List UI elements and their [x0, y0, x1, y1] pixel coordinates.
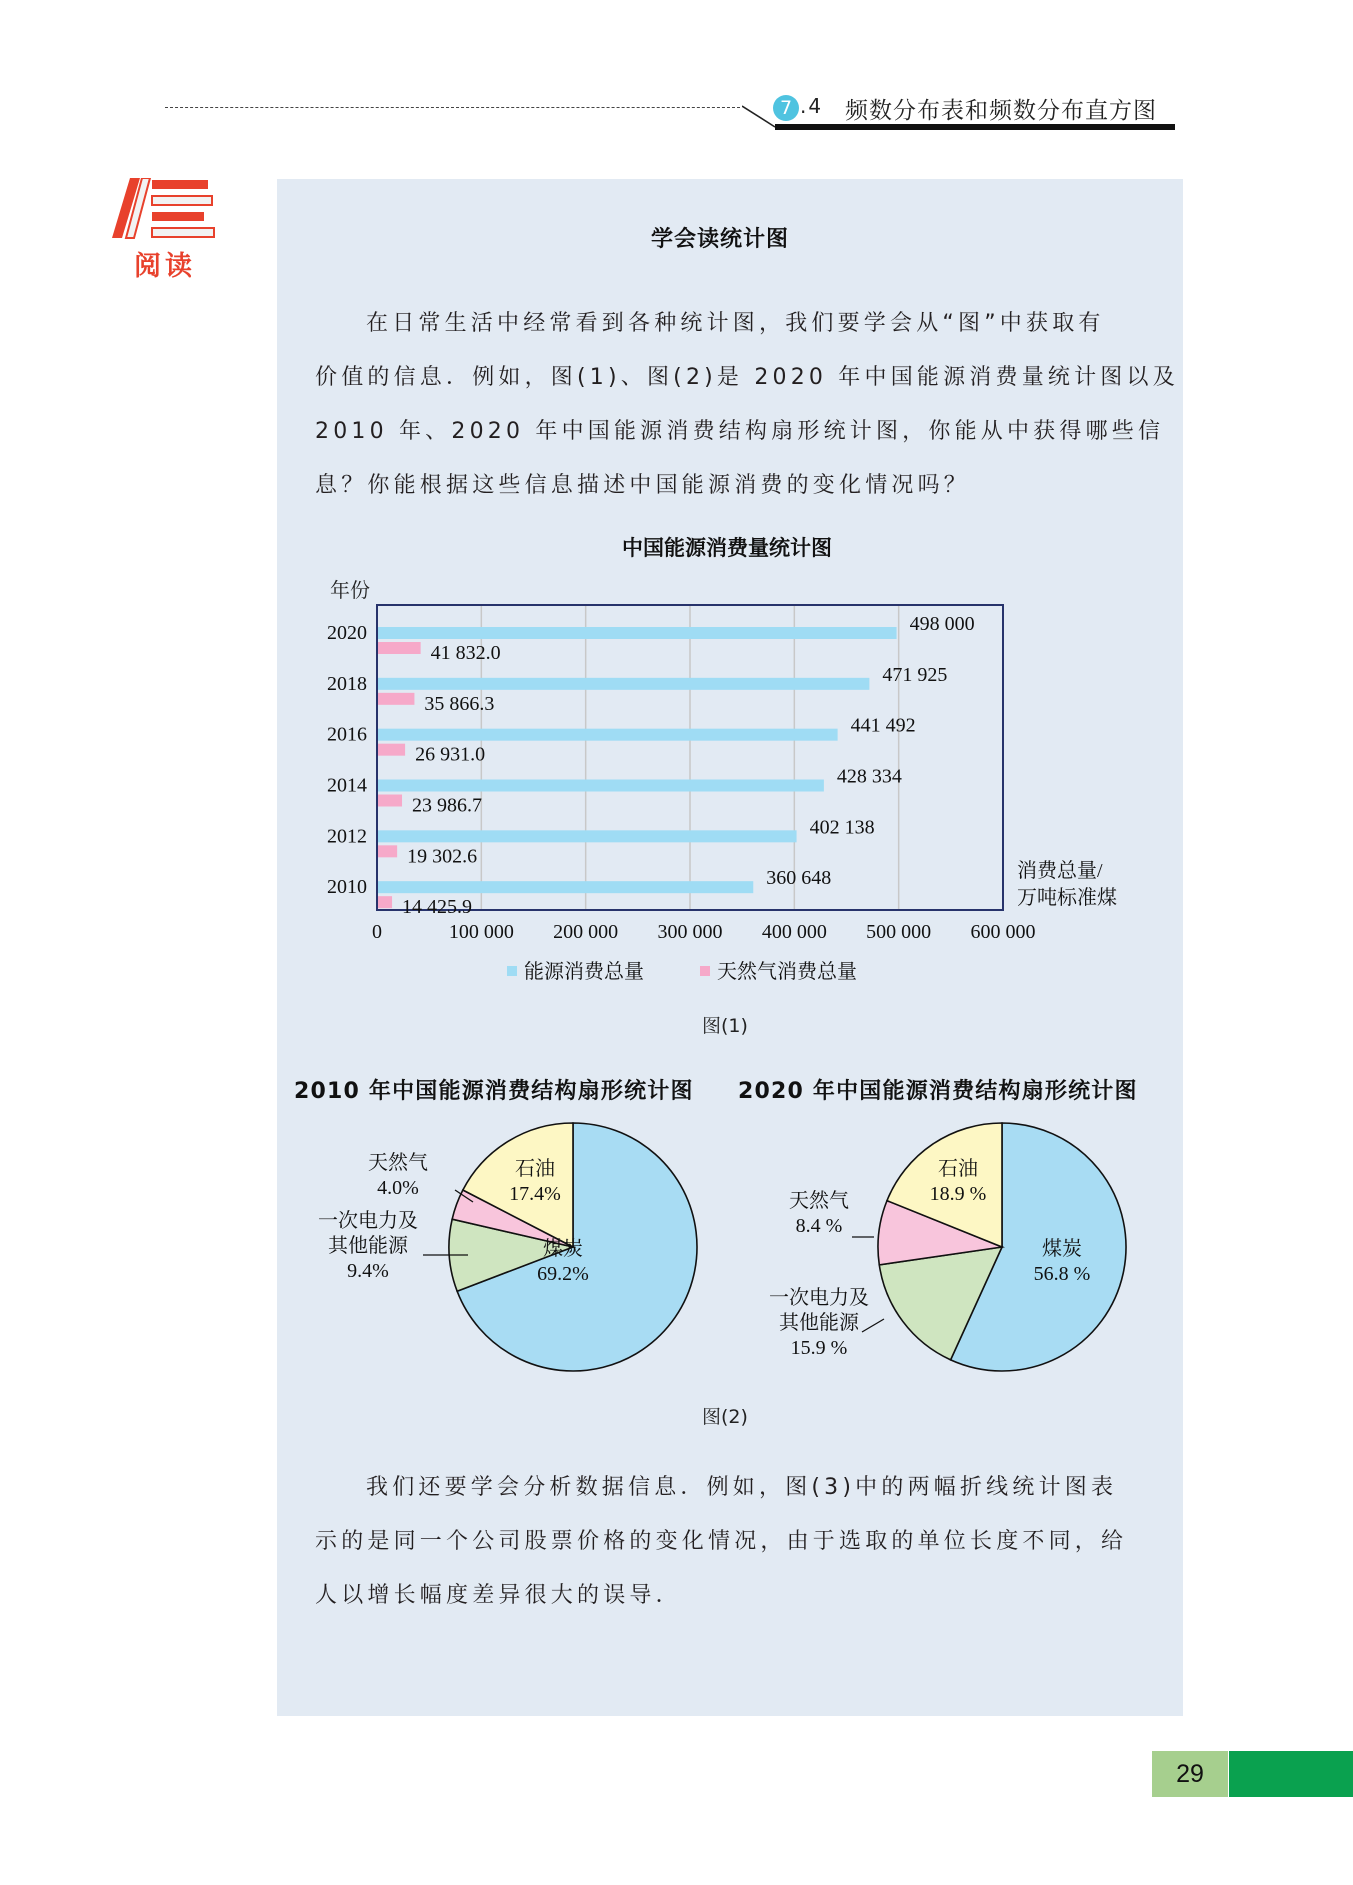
year-label: 2010 — [327, 876, 367, 899]
year-label: 2020 — [327, 622, 367, 644]
gas-value-label: 41 832.0 — [430, 642, 501, 664]
bar-gas — [378, 896, 392, 908]
gas-value-label: 35 866.3 — [424, 692, 495, 715]
x-tick-label: 300 000 — [657, 921, 723, 943]
bar-gas — [378, 845, 397, 857]
gas-value-label: 23 986.7 — [412, 794, 483, 817]
header-dashed-rule — [165, 107, 740, 108]
energy-value-label: 402 138 — [809, 816, 875, 839]
page-tab-green — [1229, 1751, 1353, 1797]
slice-percent-label: 17.4% — [509, 1183, 561, 1205]
slice-name-label: 天然气 — [368, 1152, 428, 1174]
bar-energy — [378, 881, 753, 893]
slice-name-label: 煤炭 — [1042, 1238, 1082, 1260]
slice-percent-label: 18.9 % — [929, 1183, 987, 1205]
slice-percent-label: 69.2% — [537, 1263, 589, 1285]
chapter-circle: 7 — [773, 95, 799, 121]
pie-2010-title: 2010 年中国能源消费结构扇形统计图 — [294, 1079, 694, 1104]
bar-energy — [378, 627, 897, 639]
header-slant-rule — [742, 104, 776, 128]
slice-percent-label: 8.4 % — [795, 1215, 843, 1237]
x-tick-label: 100 000 — [448, 921, 514, 943]
slice-name-label: 石油 — [938, 1158, 978, 1180]
paragraph1-line3: 2010 年、2020 年中国能源消费结构扇形统计图，你能从中获得哪些信 — [315, 419, 1165, 444]
leader-line — [862, 1319, 884, 1332]
paragraph1-line4: 息？你能根据这些信息描述中国能源消费的变化情况吗？ — [315, 473, 971, 498]
y-axis-label: 年份 — [330, 578, 370, 602]
slice-name-label: 天然气 — [789, 1190, 849, 1212]
slice-percent-label: 15.9 % — [790, 1337, 848, 1359]
year-label: 2018 — [327, 672, 367, 695]
legend-label-energy: 能源消费总量 — [524, 961, 644, 983]
energy-value-label: 441 492 — [850, 714, 916, 737]
slice-name-label: 煤炭 — [543, 1238, 583, 1260]
figure2-caption: 图(2) — [702, 1406, 748, 1428]
chapter-title: 频数分布表和频数分布直方图 — [845, 98, 1157, 124]
bar-energy — [378, 729, 838, 741]
page-number: 29 — [1176, 1760, 1204, 1788]
x-tick-label: 0 — [372, 921, 382, 943]
slice-name-label: 一次电力及 — [769, 1287, 869, 1309]
slice-name-label: 石油 — [515, 1158, 555, 1180]
slice-name-label: 其他能源 — [328, 1235, 408, 1257]
bar-energy — [378, 780, 824, 792]
x-axis-label-line2: 万吨标准煤 — [1017, 887, 1117, 909]
chapter-number: .4 — [800, 94, 824, 118]
bar-energy — [378, 830, 797, 842]
x-tick-label: 200 000 — [553, 921, 619, 943]
legend-swatch-energy — [507, 966, 517, 976]
bar-gas — [378, 693, 414, 705]
slice-percent-label: 4.0% — [377, 1177, 419, 1199]
bar-energy — [378, 678, 869, 690]
x-tick-label: 600 000 — [970, 921, 1036, 943]
slice-percent-label: 9.4% — [347, 1260, 389, 1282]
paragraph2-line1: 我们还要学会分析数据信息．例如，图(3)中的两幅折线统计图表 — [366, 1475, 1118, 1500]
section-title: 学会读统计图 — [651, 227, 790, 252]
legend-label-gas: 天然气消费总量 — [717, 961, 857, 983]
paragraph2-line3: 人以增长幅度差异很大的误导． — [315, 1583, 682, 1608]
paragraph2-line2: 示的是同一个公司股票价格的变化情况，由于选取的单位长度不同，给 — [315, 1529, 1128, 1554]
reading-label: 阅读 — [134, 251, 196, 282]
gas-value-label: 14 425.9 — [402, 896, 473, 919]
x-tick-label: 400 000 — [761, 921, 827, 943]
energy-value-label: 428 334 — [836, 765, 902, 788]
slice-percent-label: 56.8 % — [1033, 1263, 1091, 1285]
slice-name-label: 一次电力及 — [318, 1210, 418, 1232]
pie-2020-title: 2020 年中国能源消费结构扇形统计图 — [738, 1079, 1138, 1104]
energy-value-label: 471 925 — [882, 663, 948, 686]
slice-name-label: 其他能源 — [779, 1312, 859, 1334]
book-stack-icon — [112, 178, 216, 244]
bar-gas — [378, 744, 405, 756]
bar-chart-title: 中国能源消费量统计图 — [622, 536, 832, 560]
paragraph1-line1: 在日常生活中经常看到各种统计图，我们要学会从“图”中获取有 — [366, 311, 1105, 336]
bar-gas — [378, 795, 402, 807]
year-label: 2016 — [327, 723, 367, 746]
figure1-caption: 图(1) — [702, 1015, 748, 1037]
paragraph1-line2: 价值的信息．例如，图(1)、图(2)是 2020 年中国能源消费量统计图以及 — [315, 365, 1179, 390]
x-axis-label-line1: 消费总量/ — [1017, 860, 1103, 882]
gas-value-label: 26 931.0 — [415, 743, 486, 766]
x-tick-label: 500 000 — [866, 921, 932, 943]
year-label: 2012 — [327, 825, 367, 848]
energy-consumption-bar-chart — [277, 525, 1183, 1020]
energy-value-label: 498 000 — [909, 613, 975, 635]
energy-structure-pie-charts — [277, 1100, 1183, 1390]
year-label: 2014 — [327, 774, 367, 797]
gas-value-label: 19 302.6 — [407, 845, 478, 868]
energy-value-label: 360 648 — [766, 867, 832, 890]
legend-swatch-gas — [700, 966, 710, 976]
bar-gas — [378, 642, 421, 654]
